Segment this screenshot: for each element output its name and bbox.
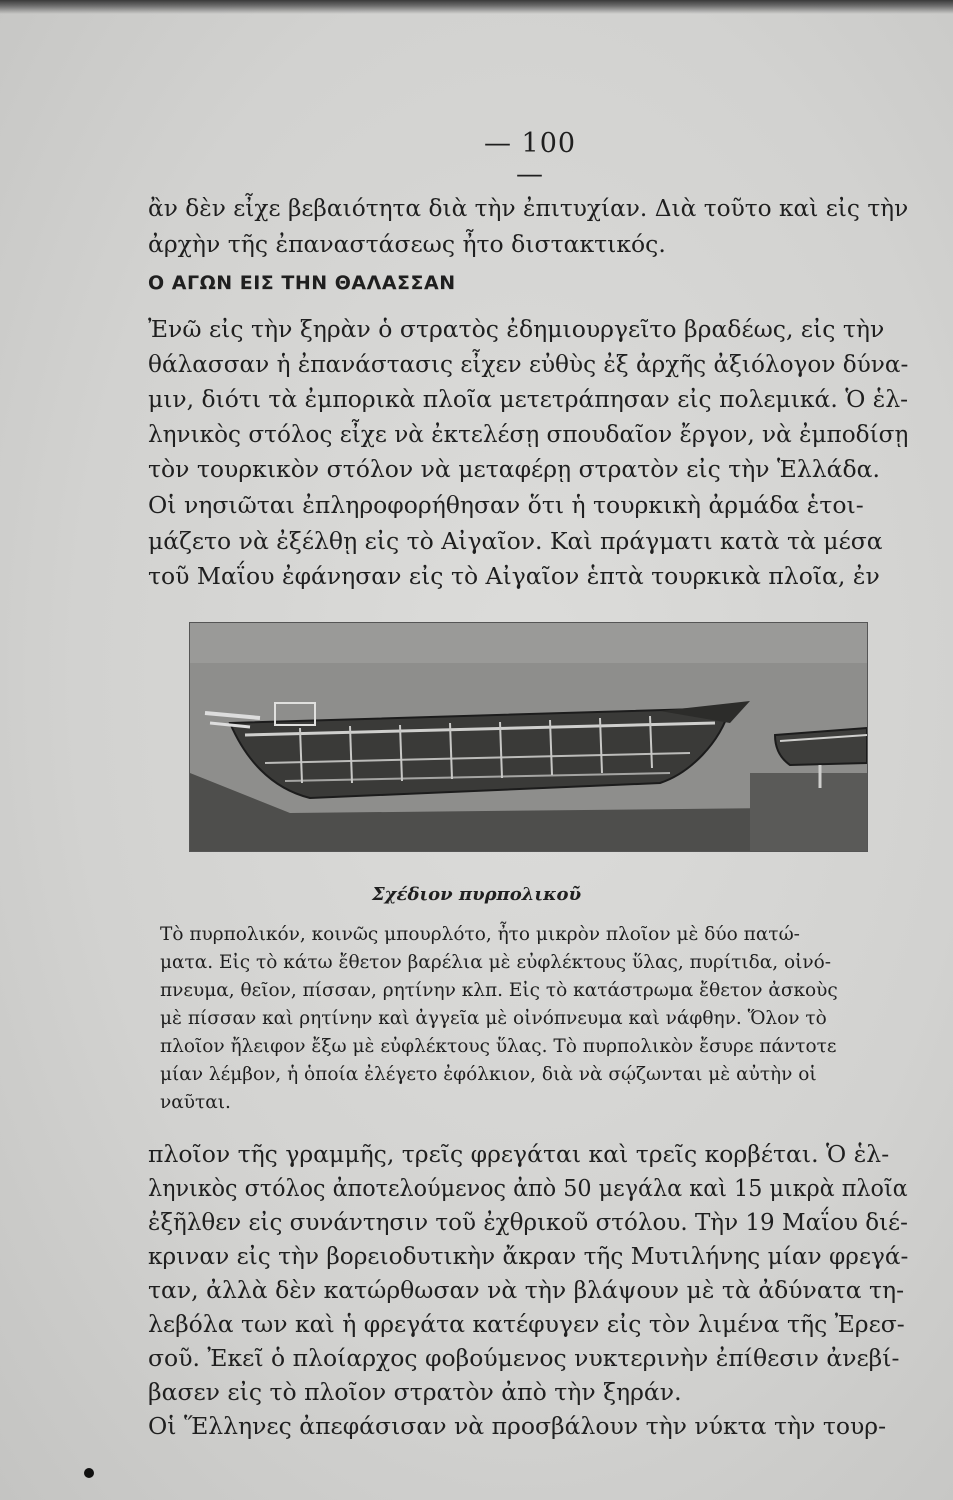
text-line: κριναν εἰς τὴν βορειοδυτικὴν ἄκραν τῆς Μυτιλήνης μίαν φρεγά- xyxy=(148,1242,909,1270)
caption-line: μὲ πίσσαν καὶ ρητίνην καὶ ἀγγεῖα μὲ οἰνόπνευμα καὶ νάφθην. Ὅλον τὸ xyxy=(160,1008,827,1029)
scan-top-edge xyxy=(0,0,953,14)
caption-line: μίαν λέμβον, ἡ ὁποία ἐλέγετο ἐφόλκιον, διὰ νὰ σῴζωνται μὲ αὐτὴν οἱ xyxy=(160,1064,817,1085)
caption-line: πλοῖον ἤλειφον ἔξω μὲ εὐφλέκτους ὕλας. Τὸ πυρπολικὸν ἔσυρε πάντοτε xyxy=(160,1036,837,1057)
text-line: Οἱ νησιῶται ἐπληροφορήθησαν ὅτι ἡ τουρκικὴ ἀρμάδα ἑτοι- xyxy=(148,491,864,519)
caption-line: ματα. Εἰς τὸ κάτω ἔθετον βαρέλια μὲ εὐφλέκτους ὕλας, πυρίτιδα, οἰνό- xyxy=(160,952,832,973)
text-line: θάλασσαν ἡ ἐπανάστασις εἶχεν εὐθὺς ἐξ ἀρχῆς ἀξιόλογον δύνα- xyxy=(148,350,909,378)
caption-line: ναῦται. xyxy=(160,1092,231,1113)
text-line: τοῦ Μαΐου ἐφάνησαν εἰς τὸ Αἰγαῖον ἑπτὰ τουρκικὰ πλοῖα, ἐν xyxy=(148,562,880,590)
text-line: ταν, ἀλλὰ δὲν κατώρθωσαν νὰ τὴν βλάψουν μὲ τὰ ἀδύνατα τη- xyxy=(148,1276,905,1304)
figure-caption-title: Σχέδιον πυρπολικοῦ xyxy=(371,884,582,905)
fireship-drawing xyxy=(190,623,867,851)
text-line: μάζετο νὰ ἐξέλθῃ εἰς τὸ Αἰγαῖον. Καὶ πράγματι κατὰ τὰ μέσα xyxy=(148,527,883,555)
caption-line: πνευμα, θεῖον, πίσσαν, ρητίνην κλπ. Εἰς τὸ κατάστρωμα ἔθετον ἀσκοὺς xyxy=(160,980,838,1001)
text-line: τὸν τουρκικὸν στόλον νὰ μεταφέρῃ στρατὸν εἰς τὴν Ἑλλάδα. xyxy=(148,455,880,483)
text-line: ληνικὸς στόλος ἀποτελούμενος ἀπὸ 50 μεγάλα καὶ 15 μικρὰ πλοῖα xyxy=(148,1174,908,1202)
text-line: Ἐνῶ εἰς τὴν ξηρὰν ὁ στρατὸς ἐδημιουργεῖτο βραδέως, εἰς τὴν xyxy=(148,315,885,343)
text-line: πλοῖον τῆς γραμμῆς, τρεῖς φρεγάται καὶ τρεῖς κορβέται. Ὁ ἑλ- xyxy=(148,1140,890,1168)
page-number: — 100 — xyxy=(483,128,577,190)
text-line: βασεν εἰς τὸ πλοῖον στρατὸν ἀπὸ τὴν ξηράν. xyxy=(148,1378,682,1406)
text-line: ἀρχὴν τῆς ἐπαναστάσεως ἦτο διστακτικός. xyxy=(148,230,666,258)
fireship-model-image xyxy=(189,622,868,852)
section-heading: Ο ΑΓΩΝ ΕΙΣ ΤΗΝ ΘΑΛΑΣΣΑΝ xyxy=(148,272,456,294)
ink-dot xyxy=(84,1468,94,1478)
text-line: ληνικὸς στόλος εἶχε νὰ ἐκτελέσῃ σπουδαῖον ἔργον, νὰ ἐμποδίσῃ xyxy=(148,420,909,448)
caption-line: Τὸ πυρπολικόν, κοινῶς μπουρλότο, ἦτο μικρὸν πλοῖον μὲ δύο πατώ- xyxy=(160,924,800,945)
text-line: λεβόλα των καὶ ἡ φρεγάτα κατέφυγεν εἰς τὸν λιμένα τῆς Ἐρεσ- xyxy=(148,1310,905,1338)
text-line: σοῦ. Ἐκεῖ ὁ πλοίαρχος φοβούμενος νυκτερινὴν ἐπίθεσιν ἀνεβί- xyxy=(148,1344,900,1372)
text-line: μιν, διότι τὰ ἐμπορικὰ πλοῖα μετετράπησαν εἰς πολεμικά. Ὁ ἑλ- xyxy=(148,385,909,413)
text-line: ἂν δὲν εἶχε βεβαιότητα διὰ τὴν ἐπιτυχίαν. Διὰ τοῦτο καὶ εἰς τὴν xyxy=(148,194,909,222)
text-line: Οἱ Ἕλληνες ἀπεφάσισαν νὰ προσβάλουν τὴν νύκτα τὴν τουρ- xyxy=(148,1412,887,1440)
text-line: ἐξῆλθεν εἰς συνάντησιν τοῦ ἐχθρικοῦ στόλου. Τὴν 19 Μαΐου διέ- xyxy=(148,1208,908,1236)
